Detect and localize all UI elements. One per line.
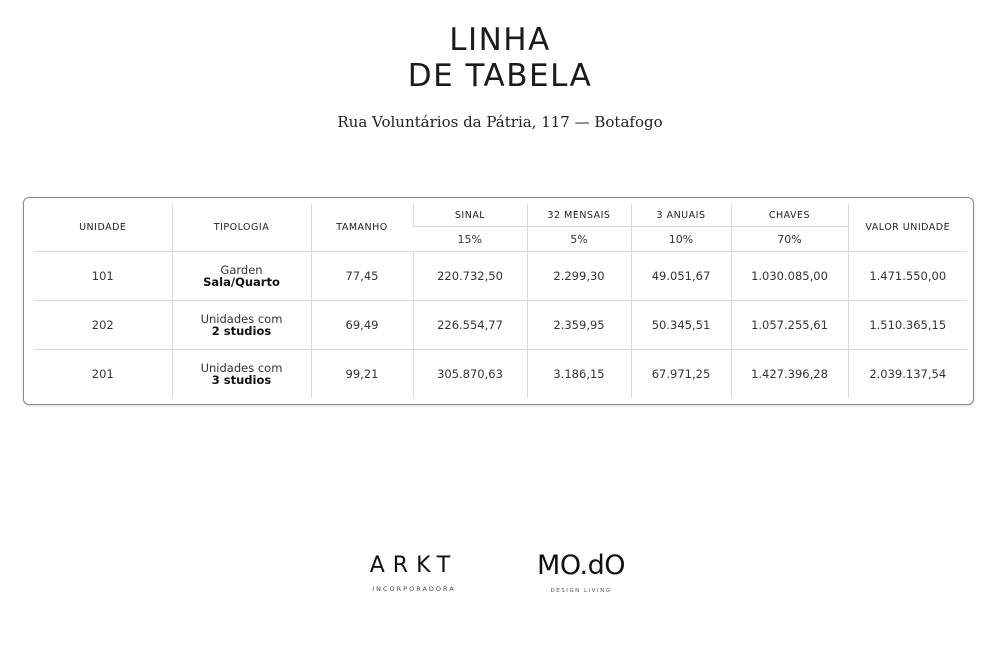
- header-mensais: 32 MENSAIS: [527, 204, 631, 227]
- percent-anuais: 10%: [631, 227, 731, 252]
- header-tipologia: TIPOLOGIA: [172, 204, 311, 252]
- address-subtitle: Rua Voluntários da Pátria, 117 — Botafogo: [337, 113, 663, 131]
- title-line-2: DE TABELA: [407, 58, 593, 94]
- cell-mensais: 2.359,95: [527, 301, 631, 350]
- cell-tamanho: 77,45: [311, 252, 413, 301]
- header-sinal: SINAL: [413, 204, 527, 227]
- cell-unidade: 201: [34, 350, 172, 399]
- cell-anuais: 49.051,67: [631, 252, 731, 301]
- cell-mensais: 3.186,15: [527, 350, 631, 399]
- title-line-1: LINHA: [449, 22, 551, 58]
- tipologia-line-1: Unidades com: [200, 361, 283, 375]
- modo-logo-tagline: DESIGN LIVING: [550, 588, 612, 594]
- price-table-container: [23, 197, 974, 405]
- price-table: [34, 204, 967, 398]
- cell-tipologia: [172, 350, 311, 399]
- page-title: [0, 22, 1000, 94]
- cell-unidade: 202: [34, 301, 172, 350]
- modo-logo-wordmark: MO.dO: [537, 550, 625, 581]
- header-chaves: CHAVES: [731, 204, 848, 227]
- tipologia-line-1: Unidades com: [200, 312, 283, 326]
- header-anuais: 3 ANUAIS: [631, 204, 731, 227]
- tipologia-line-2: 2 studios: [211, 324, 272, 338]
- cell-chaves: 1.427.396,28: [731, 350, 848, 399]
- table-row: [34, 252, 967, 301]
- cell-unidade: 101: [34, 252, 172, 301]
- cell-chaves: 1.030.085,00: [731, 252, 848, 301]
- percent-sinal: 15%: [413, 227, 527, 252]
- arkt-logo-wordmark: ARKT: [369, 553, 459, 578]
- cell-valor: 1.510.365,15: [848, 301, 967, 350]
- cell-tipologia: [172, 301, 311, 350]
- cell-valor: 2.039.137,54: [848, 350, 967, 399]
- modo-logo: [530, 551, 632, 594]
- tipologia-line-1: Garden: [220, 263, 263, 277]
- cell-anuais: 67.971,25: [631, 350, 731, 399]
- cell-sinal: 220.732,50: [413, 252, 527, 301]
- arkt-logo-tagline: INCORPORADORA: [372, 585, 456, 593]
- cell-sinal: 305.870,63: [413, 350, 527, 399]
- tipologia-line-2: 3 studios: [211, 373, 272, 387]
- cell-tamanho: 99,21: [311, 350, 413, 399]
- cell-anuais: 50.345,51: [631, 301, 731, 350]
- cell-tamanho: 69,49: [311, 301, 413, 350]
- cell-mensais: 2.299,30: [527, 252, 631, 301]
- percent-mensais: 5%: [527, 227, 631, 252]
- tipologia-line-2: Sala/Quarto: [203, 275, 280, 289]
- header-valor-unidade: VALOR UNIDADE: [848, 204, 967, 252]
- cell-sinal: 226.554,77: [413, 301, 527, 350]
- arkt-logo: [354, 553, 474, 593]
- header-unidade: UNIDADE: [79, 222, 127, 233]
- table-row: [34, 350, 967, 399]
- cell-tipologia: [172, 252, 311, 301]
- header-tamanho: TAMANHO: [311, 204, 413, 252]
- cell-chaves: 1.057.255,61: [731, 301, 848, 350]
- cell-valor: 1.471.550,00: [848, 252, 967, 301]
- table-row: [34, 301, 967, 350]
- percent-chaves: 70%: [731, 227, 848, 252]
